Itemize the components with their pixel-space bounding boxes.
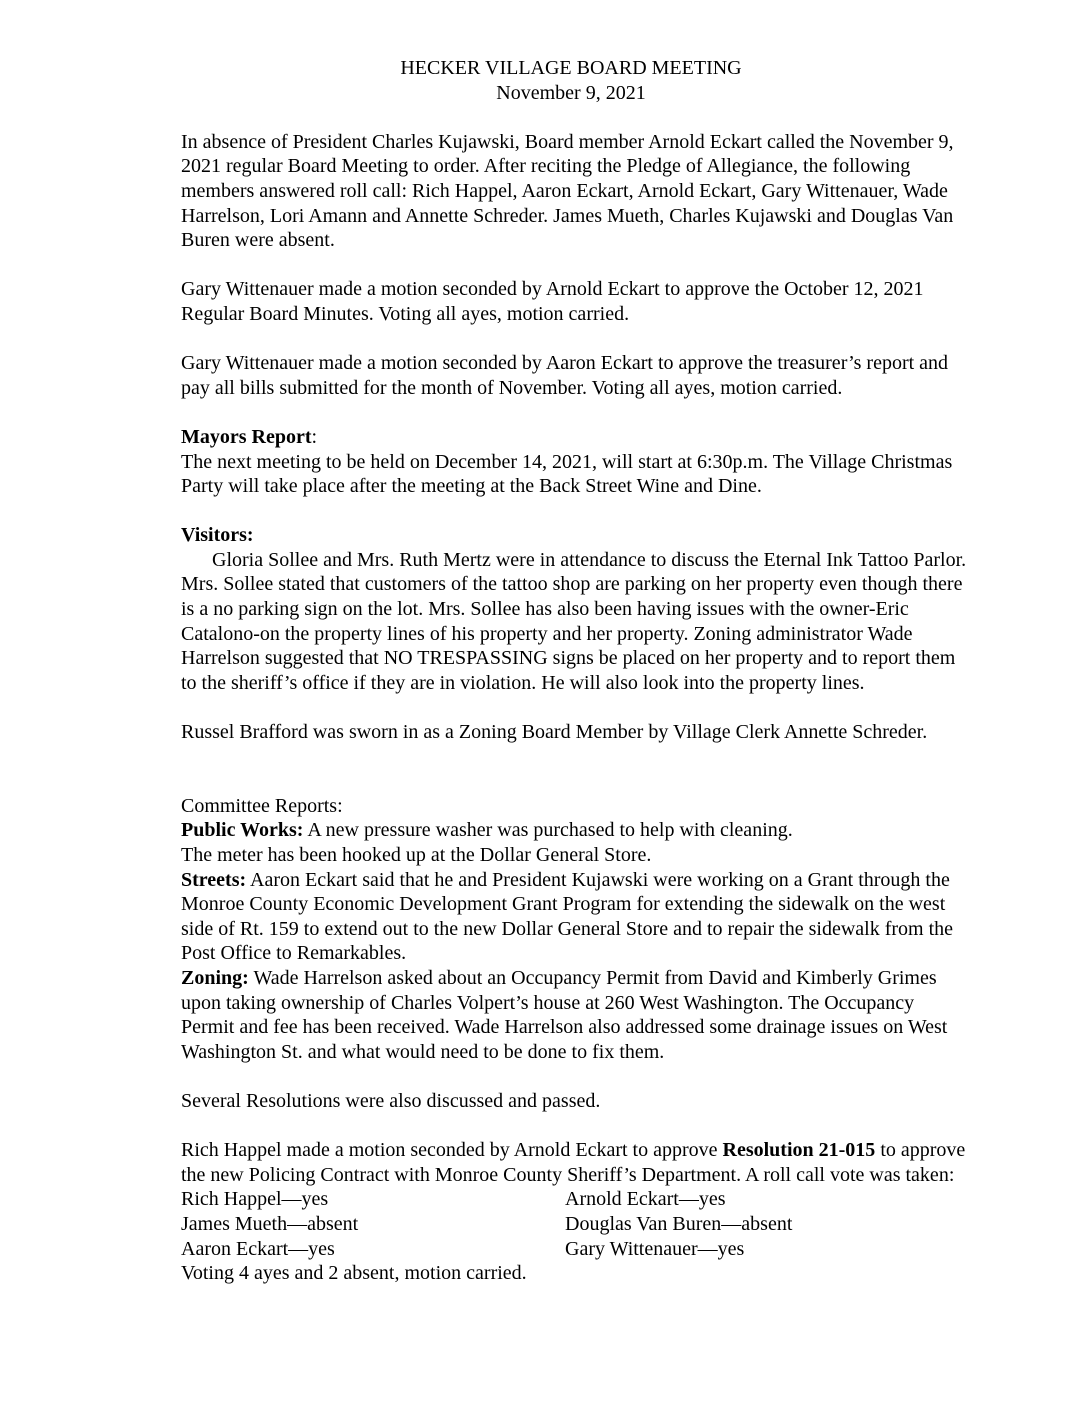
roll-call-vote: Douglas Van Buren—absent xyxy=(565,1212,793,1235)
mayors-report-section xyxy=(181,425,971,499)
resolutions-note: Several Resolutions were also discussed and passed. xyxy=(181,1089,601,1112)
roll-call-row xyxy=(181,1212,971,1237)
public-works-label: Public Works: xyxy=(181,819,304,842)
document-page xyxy=(181,56,971,1286)
intro-paragraph: In absence of President Charles Kujawski, Board member Arnold Eckart called the November 9, 2021 regular Board Meeting to order. After reciting the Pledge of Allegiance, the following members answered roll call: Rich Happel, Aaron Eckart, Arnold Eckart, Gary Wittenauer, Wade Harrelson, Lori Amann and Annette Schreder. James Mueth, Charles Kujawski and Douglas Van Buren were absent. xyxy=(181,130,954,252)
resolution-number: Resolution 21-015 xyxy=(722,1139,876,1162)
document-date: November 9, 2021 xyxy=(496,81,646,104)
visitors-text: Gloria Sollee and Mrs. Ruth Mertz were in attendance to discuss the Eternal Ink Tattoo Parlor. Mrs. Sollee stated that customers of the tattoo shop are parking on her property even though there is a no parking sign on the lot. Mrs. Sollee has also been having issues with the owner-Eric Catalono-on the property lines of his property and her property. Zoning administrator Wade Harrelson suggested that NO TRESPASSING signs be placed on her property and to report them to the sheriff’s office if they are in violation. He will also look into the property lines. xyxy=(181,548,967,694)
mayors-report-heading: Mayors Report xyxy=(181,425,312,448)
resolution-motion-paragraph xyxy=(181,1138,971,1187)
public-works-text-2: The meter has been hooked up at the Dollar General Store. xyxy=(181,844,652,866)
streets-report xyxy=(181,868,971,966)
streets-label: Streets: xyxy=(181,868,247,891)
zoning-text: Wade Harrelson asked about an Occupancy Permit from David and Kimberly Grimes upon taking ownership of Charles Volpert’s house at 260 West Washington. The Occupancy Permit and fee has been received. Wade Harrelson also addressed some drainage issues on West Washington St. and what would need to be done to fix them. xyxy=(181,966,948,1063)
treasurer-motion-paragraph: Gary Wittenauer made a motion seconded by Aaron Eckart to approve the treasurer’s report and pay all bills submitted for the month of November. Voting all ayes, motion carried. xyxy=(181,352,949,399)
committee-reports-section xyxy=(181,794,971,1065)
resolution-motion-before: Rich Happel made a motion seconded by Arnold Eckart to approve xyxy=(181,1139,723,1162)
roll-call-vote: Aaron Eckart—yes xyxy=(181,1237,335,1260)
public-works-text: A new pressure washer was purchased to help with cleaning. xyxy=(303,819,793,842)
roll-call-row xyxy=(181,1237,971,1262)
mayors-report-text: The next meeting to be held on December 14, 2021, will start at 6:30p.m. The Village Christmas Party will take place after the meeting at the Back Street Wine and Dine. xyxy=(181,450,953,498)
zoning-label: Zoning: xyxy=(181,966,249,989)
sworn-in-paragraph: Russel Brafford was sworn in as a Zoning Board Member by Village Clerk Annette Schreder. xyxy=(181,721,928,744)
roll-call-vote: Gary Wittenauer—yes xyxy=(565,1237,745,1260)
roll-call-vote: James Mueth—absent xyxy=(181,1212,359,1235)
visitors-section xyxy=(181,523,971,695)
minutes-motion-paragraph: Gary Wittenauer made a motion seconded by Arnold Eckart to approve the October 12, 2021 Regular Board Minutes. Voting all ayes, motion carried. xyxy=(181,278,924,325)
roll-call-row xyxy=(181,1187,971,1212)
resolution-motion-after: to approve the new Policing Contract with Monroe County Sheriff’s Department. A roll call vote was taken: xyxy=(181,1139,966,1186)
streets-text: Aaron Eckart said that he and President Kujawski were working on a Grant through the Monroe County Economic Development Grant Program for extending the sidewalk on the west side of Rt. 159 to extend out to the new Dollar General Store and to repair the sidewalk from the Post Office to Remarkables. xyxy=(181,868,954,965)
vote-result: Voting 4 ayes and 2 absent, motion carried. xyxy=(181,1262,527,1285)
public-works-report xyxy=(181,818,971,843)
roll-call-vote: Arnold Eckart—yes xyxy=(565,1188,726,1211)
roll-call-vote: Rich Happel—yes xyxy=(181,1188,329,1211)
visitors-heading: Visitors: xyxy=(181,524,254,547)
roll-call-votes xyxy=(181,1187,971,1261)
zoning-report xyxy=(181,966,971,1064)
mayors-report-colon: : xyxy=(311,425,318,448)
document-title: HECKER VILLAGE BOARD MEETING xyxy=(400,57,742,79)
committee-reports-heading: Committee Reports: xyxy=(181,794,343,817)
